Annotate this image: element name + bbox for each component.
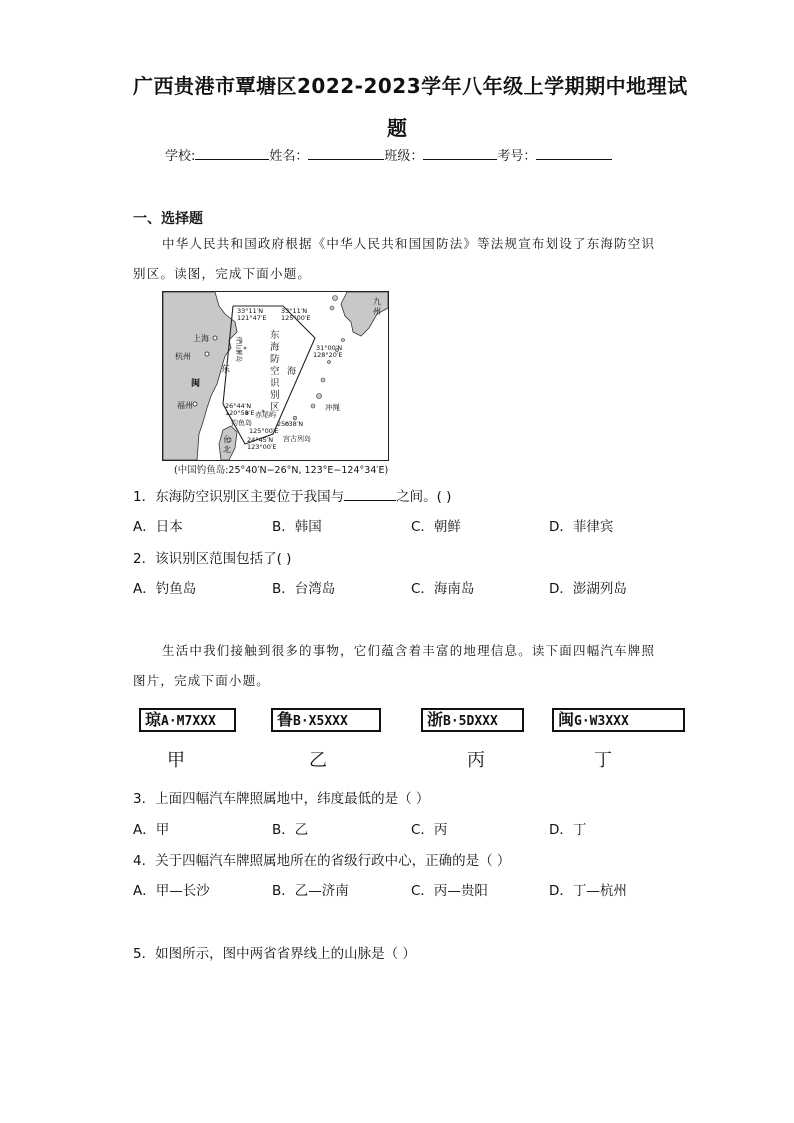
q1-option-a[interactable]: A．日本 — [133, 519, 183, 535]
label-hangzhou: 杭州 — [175, 352, 191, 361]
label-coord2-lon: 125°00′E — [281, 314, 311, 322]
name-label: 姓名： — [269, 149, 309, 164]
map-label-char: 识 — [270, 378, 280, 389]
label-coord5-lon: 125°00′E — [249, 427, 279, 435]
label-hai: 海 — [287, 367, 297, 377]
name-field[interactable] — [308, 145, 384, 160]
school-label: 学校: — [165, 149, 196, 164]
q4-option-b[interactable]: B．乙—济南 — [272, 883, 349, 899]
q1-blank[interactable] — [344, 486, 396, 501]
map-point — [205, 352, 209, 356]
student-info-line — [165, 145, 612, 164]
q2-option-c[interactable]: C．海南岛 — [411, 581, 475, 597]
intro-text-2-line2: 图片，完成下面小题。 — [133, 673, 271, 688]
q1-option-d[interactable]: D．菲律宾 — [549, 519, 614, 535]
map-caption: (中国钓鱼岛:25°40′N−26°N, 123°E−124°34′E) — [174, 465, 389, 476]
q3-option-d[interactable]: D．丁 — [549, 822, 587, 838]
q4-option-c[interactable]: C．丙—贵阳 — [411, 883, 488, 899]
q1-option-c[interactable]: C．朝鲜 — [411, 519, 461, 535]
label-min: 闽 — [191, 379, 201, 389]
document-title-line2: 题 — [387, 116, 408, 140]
label-zhoushan: 舟山群岛 — [235, 336, 243, 362]
intro-text-1-line2: 别区。读图，完成下面小题。 — [133, 266, 312, 281]
question-4: 4．关于四幅汽车牌照属地所在的省级行政中心，正确的是（ ） — [133, 853, 511, 869]
map-point — [342, 339, 345, 342]
exam-no-field[interactable] — [536, 145, 612, 160]
q4-option-d[interactable]: D．丁—杭州 — [549, 883, 627, 899]
document-title-line1: 广西贵港市覃塘区2022-2023学年八年级上学期期中地理试 — [133, 74, 688, 98]
q1-stem-b: 之间。( ) — [396, 489, 452, 505]
q2-option-a[interactable]: A．钓鱼岛 — [133, 581, 197, 597]
map-label-char: 九 — [373, 297, 381, 306]
q3-option-b[interactable]: B．乙 — [272, 822, 309, 838]
map-point — [193, 402, 197, 406]
intro-text-1-line1: 中华人民共和国政府根据《中华人民共和国国防法》等法规宣布划设了东海防空识 — [162, 236, 656, 251]
label-coord3-lat: 31°00′N — [316, 344, 343, 352]
q1-stem-a: 1．东海防空识别区主要位于我国与 — [133, 489, 345, 505]
map-label-char: 防 — [270, 354, 280, 365]
label-coord1-lon: 121°47′E — [237, 314, 267, 322]
label-dong: 东 — [221, 365, 231, 375]
label-coord6-lat: 24°45′N — [247, 436, 274, 444]
label-okinawa: 冲绳 — [325, 403, 340, 412]
map-point — [311, 404, 315, 408]
label-diaoyu: 钓鱼岛 — [231, 419, 252, 427]
license-plate-bing: 浙B·5DXXX — [421, 708, 524, 732]
q2-option-b[interactable]: B．台湾岛 — [272, 581, 336, 597]
q2-option-d[interactable]: D．澎湖列岛 — [549, 581, 627, 597]
label-tai: 台 — [223, 435, 231, 444]
plate-label-yi: 乙 — [309, 750, 327, 771]
label-adiz-char: 区 — [270, 402, 280, 413]
map-label-char: 空 — [270, 366, 280, 377]
school-field[interactable] — [195, 145, 269, 160]
class-field[interactable] — [423, 145, 497, 160]
map-point — [330, 306, 334, 310]
label-coord3-lon: 128°20′E — [313, 351, 343, 359]
label-miyako: 宫古列岛 — [283, 435, 311, 443]
class-label: 班级： — [384, 149, 424, 164]
question-1 — [133, 485, 451, 505]
section-heading: 一、选择题 — [133, 211, 203, 227]
map-point — [213, 336, 217, 340]
label-chiwei: 赤尾屿 — [255, 411, 276, 419]
plate-label-jia: 甲 — [167, 750, 185, 771]
intro-text-2-line1: 生活中我们接触到很多的事物，它们蕴含着丰富的地理信息。读下面四幅汽车牌照 — [162, 643, 656, 658]
map-point — [317, 394, 322, 399]
label-adiz-vertical — [270, 329, 280, 413]
q1-option-b[interactable]: B．韩国 — [272, 519, 322, 535]
label-coord4-lat: 26°44′N — [225, 402, 252, 410]
license-plate-jia: 琼A·M7XXX — [139, 708, 236, 732]
label-bei: 北 — [223, 445, 231, 454]
question-5: 5．如图所示，图中两省省界线上的山脉是（ ） — [133, 946, 416, 962]
q3-option-a[interactable]: A．甲 — [133, 822, 170, 838]
label-coord4-lon: 120°58′E — [225, 409, 255, 417]
label-coord5-lat: 25°38′N — [277, 420, 304, 428]
license-plate-ding: 闽G·W3XXX — [552, 708, 685, 732]
plate-label-bing: 丙 — [467, 750, 485, 771]
map-point — [333, 296, 338, 301]
label-shanghai: 上海 — [193, 334, 209, 343]
label-zhoushan-vertical — [235, 336, 244, 363]
east-china-sea-adiz-map — [162, 291, 389, 461]
map-label-char: 州 — [373, 307, 381, 316]
question-2: 2．该识别区范围包括了( ) — [133, 551, 292, 567]
label-coord1-lat: 33°11′N — [237, 307, 264, 315]
plate-label-ding: 丁 — [594, 750, 612, 771]
label-coord6-lon: 123°00′E — [247, 443, 277, 451]
map-point — [328, 361, 331, 364]
label-coord2-lat: 33°11′N — [281, 307, 308, 315]
q3-option-c[interactable]: C．丙 — [411, 822, 448, 838]
map-label-char: 海 — [270, 342, 280, 353]
q4-option-a[interactable]: A．甲—长沙 — [133, 883, 210, 899]
label-fuzhou: 福州 — [177, 401, 193, 410]
license-plate-yi: 鲁B·X5XXX — [271, 708, 381, 732]
map-label-char: 别 — [270, 390, 280, 401]
exam-no-label: 考号： — [497, 149, 537, 164]
map-label-char: 东 — [270, 330, 280, 341]
map-point — [321, 378, 325, 382]
question-3: 3．上面四幅汽车牌照属地中，纬度最低的是（ ） — [133, 791, 430, 807]
